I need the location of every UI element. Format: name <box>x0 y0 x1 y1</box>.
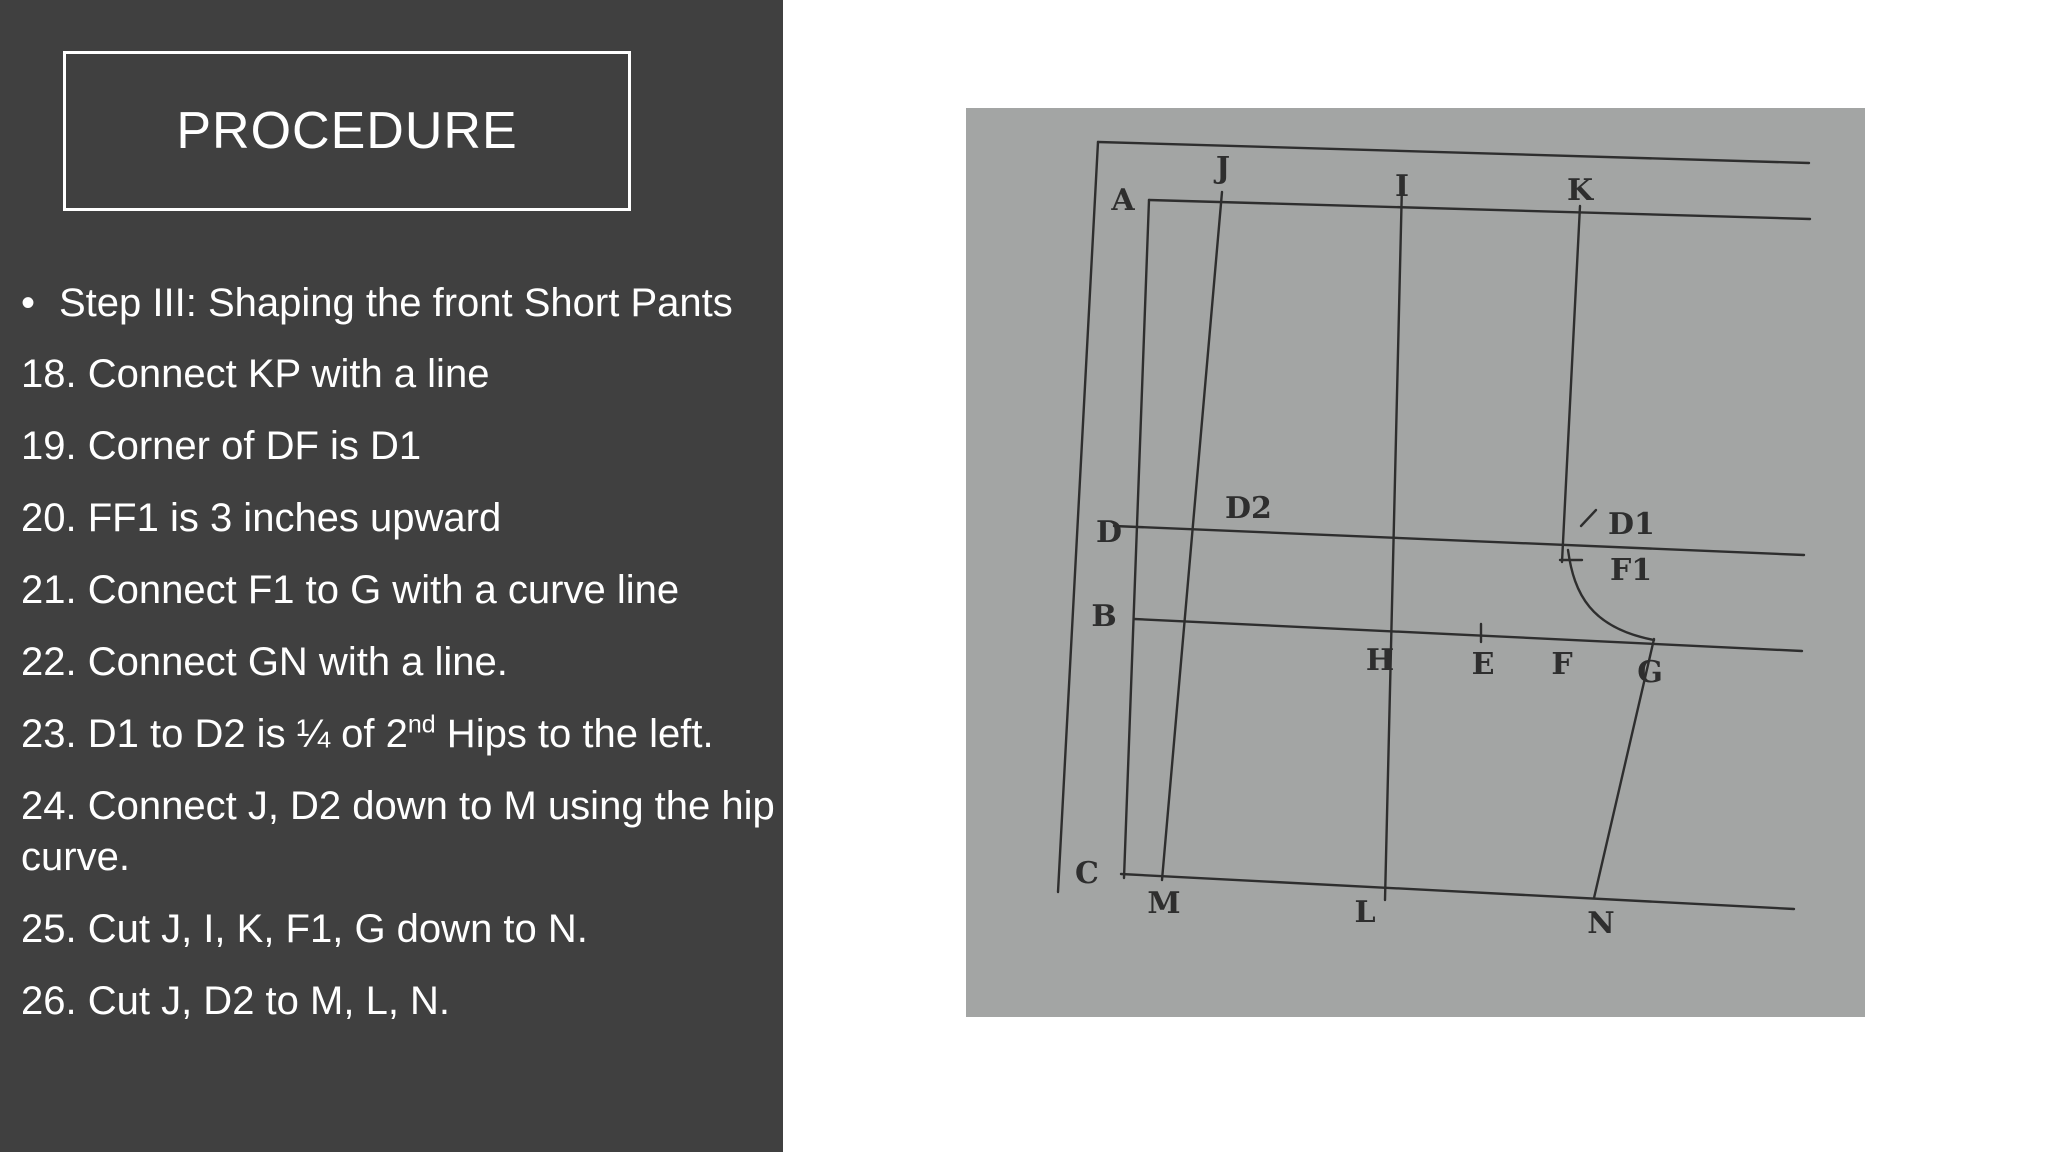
pattern-diagram-svg <box>966 108 1865 1017</box>
step-23-text-end: Hips to the left. <box>435 712 714 756</box>
step-24: 24. Connect J, D2 down to M using the hip curve. <box>21 784 775 879</box>
point-label-d1: D1 <box>1608 507 1655 542</box>
point-label-n: N <box>1587 906 1615 941</box>
point-label-c: C <box>1075 856 1099 891</box>
point-label-h: H <box>1365 643 1395 678</box>
paper-background <box>966 108 1865 1017</box>
step-23-text: 23. D1 to D2 is ¼ of 2 <box>21 712 408 756</box>
point-label-i: I <box>1394 169 1410 204</box>
point-label-f1: F1 <box>1610 553 1653 588</box>
point-label-j: J <box>1215 151 1231 186</box>
title-box <box>63 51 631 211</box>
step-26: 26. Cut J, D2 to M, L, N. <box>21 979 451 1023</box>
point-label-a: A <box>1111 183 1135 218</box>
point-label-b: B <box>1091 599 1117 634</box>
step-25: 25. Cut J, I, K, F1, G down to N. <box>21 907 588 951</box>
slide-title: PROCEDURE <box>176 102 518 160</box>
bullet-item <box>21 278 781 329</box>
point-label-d: D <box>1095 515 1123 550</box>
bullet-text: Step III: Shaping the front Short Pants <box>59 281 733 325</box>
point-label-m: M <box>1147 886 1181 921</box>
point-label-d2: D2 <box>1225 491 1272 526</box>
step-20: 20. FF1 is 3 inches upward <box>21 496 502 540</box>
step-23 <box>21 709 781 760</box>
step-19: 19. Corner of DF is D1 <box>21 424 422 468</box>
point-label-f: F <box>1551 647 1573 682</box>
step-23-superscript: nd <box>407 710 436 739</box>
point-label-k: K <box>1566 173 1594 208</box>
step-22: 22. Connect GN with a line. <box>21 640 508 684</box>
step-21: 21. Connect F1 to G with a curve line <box>21 568 680 612</box>
point-label-l: L <box>1354 895 1376 930</box>
procedure-list <box>21 278 781 1048</box>
pattern-diagram <box>966 108 1865 1017</box>
left-panel <box>0 0 783 1152</box>
point-label-e: E <box>1471 647 1495 682</box>
point-label-g: G <box>1637 655 1663 690</box>
step-18: 18. Connect KP with a line <box>21 352 490 396</box>
bullet-dot: • <box>21 281 36 325</box>
